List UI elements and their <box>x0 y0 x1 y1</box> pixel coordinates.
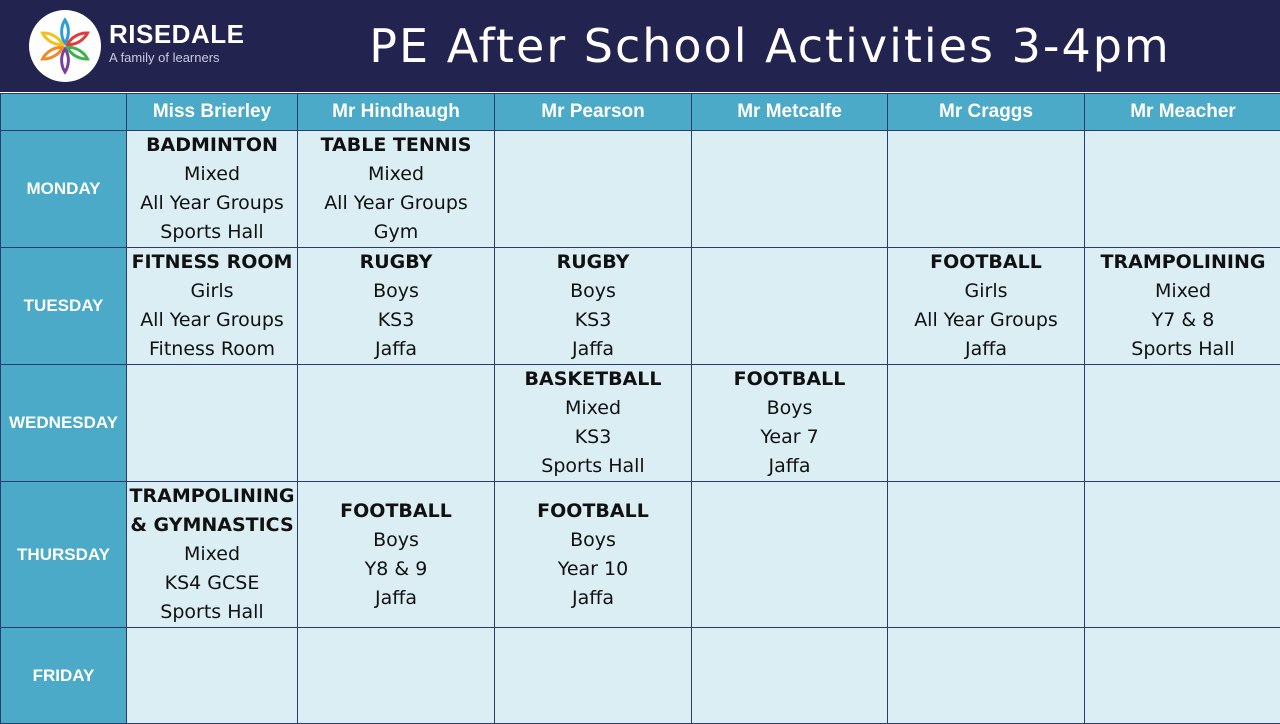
teacher-header: Mr Metcalfe <box>692 94 888 131</box>
activity-detail: Girls <box>127 277 297 306</box>
day-label: WEDNESDAY <box>1 365 127 482</box>
day-label: MONDAY <box>1 131 127 248</box>
flower-logo-icon <box>29 10 101 82</box>
day-row <box>1 482 1280 628</box>
brand-name: RISEDALE <box>109 19 244 49</box>
empty-cell <box>495 131 692 248</box>
activity-detail: KS3 <box>495 306 691 335</box>
empty-cell <box>692 248 888 365</box>
activity-cell <box>888 248 1085 365</box>
page-title: PE After School Activities 3-4pm <box>320 18 1220 74</box>
empty-cell <box>298 628 495 724</box>
activity-name: TRAMPOLINING & GYMNASTICS <box>127 482 297 540</box>
activity-name: BADMINTON <box>127 131 297 160</box>
activity-detail: Jaffa <box>495 335 691 364</box>
activity-detail: Mixed <box>1085 277 1280 306</box>
activity-name: RUGBY <box>495 248 691 277</box>
empty-cell <box>1085 482 1280 628</box>
activity-cell <box>298 482 495 628</box>
empty-cell <box>888 131 1085 248</box>
activity-detail: Mixed <box>127 160 297 189</box>
activity-name: FOOTBALL <box>298 497 494 526</box>
activity-detail: Boys <box>692 394 887 423</box>
activity-cell <box>127 248 298 365</box>
activity-name: FITNESS ROOM <box>127 248 297 277</box>
activity-cell <box>495 365 692 482</box>
activity-detail: KS3 <box>495 423 691 452</box>
empty-cell <box>298 365 495 482</box>
activity-detail: Boys <box>298 526 494 555</box>
teacher-header: Miss Brierley <box>127 94 298 131</box>
activity-detail: Sports Hall <box>495 452 691 481</box>
activity-name: FOOTBALL <box>888 248 1084 277</box>
activity-cell <box>127 131 298 248</box>
empty-cell <box>1085 628 1280 724</box>
activity-name: RUGBY <box>298 248 494 277</box>
activity-detail: Jaffa <box>495 584 691 613</box>
activity-detail: Mixed <box>127 540 297 569</box>
activity-detail: Year 10 <box>495 555 691 584</box>
activity-detail: Jaffa <box>692 452 887 481</box>
activity-detail: Jaffa <box>298 584 494 613</box>
empty-cell <box>692 482 888 628</box>
empty-cell <box>888 365 1085 482</box>
teacher-header: Mr Craggs <box>888 94 1085 131</box>
brand-tagline: A family of learners <box>109 50 220 66</box>
activity-detail: Jaffa <box>888 335 1084 364</box>
header-row <box>1 94 1280 131</box>
activity-name: BASKETBALL <box>495 365 691 394</box>
activity-name: FOOTBALL <box>692 365 887 394</box>
activity-detail: KS3 <box>298 306 494 335</box>
activity-detail: Fitness Room <box>127 335 297 364</box>
activity-name: TABLE TENNIS <box>298 131 494 160</box>
timetable <box>0 93 1280 724</box>
empty-cell <box>888 628 1085 724</box>
corner-cell <box>1 94 127 131</box>
activity-detail: KS4 GCSE <box>127 569 297 598</box>
activity-cell <box>127 482 298 628</box>
activity-name: TRAMPOLINING <box>1085 248 1280 277</box>
empty-cell <box>1085 131 1280 248</box>
day-row <box>1 365 1280 482</box>
teacher-header: Mr Pearson <box>495 94 692 131</box>
activity-cell <box>495 482 692 628</box>
empty-cell <box>127 365 298 482</box>
activity-cell <box>298 131 495 248</box>
activity-detail: Year 7 <box>692 423 887 452</box>
activity-detail: Mixed <box>298 160 494 189</box>
activity-detail: Sports Hall <box>1085 335 1280 364</box>
teacher-header: Mr Hindhaugh <box>298 94 495 131</box>
activity-detail: Sports Hall <box>127 598 297 627</box>
day-label: THURSDAY <box>1 482 127 628</box>
activity-detail: Boys <box>298 277 494 306</box>
empty-cell <box>692 131 888 248</box>
activity-detail: All Year Groups <box>127 189 297 218</box>
activity-detail: Girls <box>888 277 1084 306</box>
activity-detail: Gym <box>298 218 494 247</box>
activity-detail: Y8 & 9 <box>298 555 494 584</box>
activity-detail: Boys <box>495 277 691 306</box>
activity-detail: Sports Hall <box>127 218 297 247</box>
day-row <box>1 628 1280 724</box>
activity-detail: All Year Groups <box>127 306 297 335</box>
school-logo <box>29 10 101 82</box>
empty-cell <box>888 482 1085 628</box>
activity-detail: Mixed <box>495 394 691 423</box>
activity-cell <box>495 248 692 365</box>
empty-cell <box>127 628 298 724</box>
day-row <box>1 248 1280 365</box>
empty-cell <box>1085 365 1280 482</box>
activity-detail: All Year Groups <box>888 306 1084 335</box>
activity-detail: Boys <box>495 526 691 555</box>
activity-detail: Jaffa <box>298 335 494 364</box>
activity-cell <box>1085 248 1280 365</box>
day-label: TUESDAY <box>1 248 127 365</box>
teacher-header: Mr Meacher <box>1085 94 1280 131</box>
activity-cell <box>692 365 888 482</box>
day-row <box>1 131 1280 248</box>
activity-detail: All Year Groups <box>298 189 494 218</box>
activity-name: FOOTBALL <box>495 497 691 526</box>
empty-cell <box>495 628 692 724</box>
activity-cell <box>298 248 495 365</box>
header-bar <box>0 0 1280 92</box>
day-label: FRIDAY <box>1 628 127 724</box>
activity-detail: Y7 & 8 <box>1085 306 1280 335</box>
empty-cell <box>692 628 888 724</box>
